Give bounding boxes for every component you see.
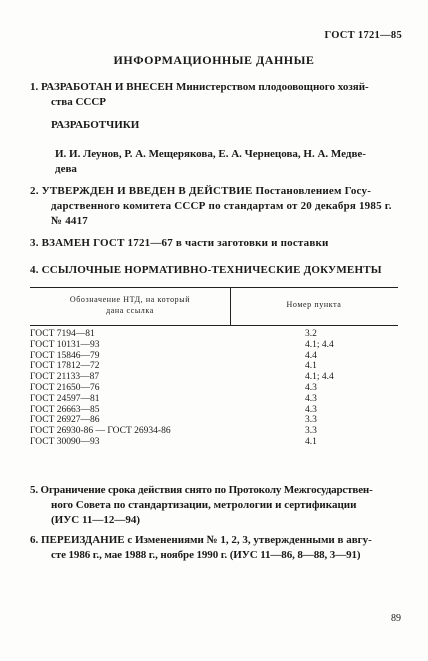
- item-3: 3. ВЗАМЕН ГОСТ 1721—67 в части заготовки и поставки: [30, 237, 329, 249]
- table-cell-point: 3.3: [305, 415, 317, 426]
- table-row: [30, 372, 398, 383]
- table-cell-document: ГОСТ 17812—72: [30, 361, 100, 372]
- table-cell-point: 4.1: [305, 436, 317, 447]
- item-1-line-1: 1. РАЗРАБОТАН И ВНЕСЕН Министерством плодоовощного хозяй-: [30, 81, 369, 93]
- table-cell-point: 4.1: [305, 361, 317, 372]
- table-cell-point: 4.3: [305, 382, 317, 393]
- table-cell-document: ГОСТ 26663—85: [30, 404, 100, 415]
- item-5-line-1: 5. Ограничение срока действия снято по Протоколу Межгосударствен-: [30, 484, 373, 496]
- table-row: [30, 329, 398, 340]
- item-2-line-2: дарственного комитета СССР по стандартам от 20 декабря 1985 г.: [51, 200, 392, 212]
- item-5-line-3: (ИУС 11—12—94): [51, 514, 141, 526]
- item-6: [30, 533, 398, 563]
- developers-line-2: дева: [55, 163, 77, 175]
- item-6-line-2: сте 1986 г., мае 1988 г., ноябре 1990 г. (ИУС 11—86, 8—88, 3—91): [51, 549, 361, 561]
- table-cell-point: 4.1; 4.4: [305, 372, 334, 383]
- table-cell-point: 3.2: [305, 329, 317, 339]
- item-2-line-3: № 4417: [51, 215, 89, 227]
- table-cell-point: 4.3: [305, 404, 317, 415]
- table-cell-document: ГОСТ 21650—76: [30, 382, 100, 393]
- table-row: [30, 351, 398, 362]
- table-cell-document: ГОСТ 10131—93: [30, 339, 100, 350]
- table-cell-point: 4.3: [305, 393, 317, 404]
- table-row: [30, 437, 398, 448]
- table-header-document-line-1: Обозначение НТД, на который: [69, 295, 191, 304]
- table-row: [30, 383, 398, 394]
- table-body: [30, 326, 398, 448]
- developers-line-1: И. И. Леунов, Р. А. Мещерякова, Е. А. Чернецова, Н. А. Медве-: [55, 148, 366, 160]
- table-row: [30, 426, 398, 437]
- table-cell-document: ГОСТ 30090—93: [30, 436, 100, 447]
- table-cell-document: ГОСТ 24597—81: [30, 393, 100, 404]
- developers-heading: РАЗРАБОТЧИКИ: [51, 119, 140, 131]
- table-row: [30, 405, 398, 416]
- table-header-document: [30, 294, 230, 316]
- page-number: 89: [391, 613, 401, 624]
- item-1: [30, 80, 398, 110]
- developers-names: [51, 147, 398, 177]
- table-cell-point: 4.4: [305, 350, 317, 361]
- item-6-line-1: 6. ПЕРЕИЗДАНИЕ с Изменениями № 1, 2, 3, утвержденными в авгу-: [30, 534, 372, 546]
- item-5-line-2: ного Совета по стандартизации, метрологии и сертификации: [51, 499, 357, 511]
- standard-code-header: ГОСТ 1721—85: [324, 30, 402, 41]
- references-table: [30, 287, 398, 448]
- table-cell-document: ГОСТ 21133—87: [30, 372, 100, 383]
- table-row: [30, 340, 398, 351]
- table-cell-document: ГОСТ 26930-86 — ГОСТ 26934-86: [30, 426, 171, 437]
- item-1-line-2: ства СССР: [51, 96, 107, 108]
- item-5: [30, 483, 398, 528]
- table-cell-document: ГОСТ 7194—81: [30, 329, 95, 339]
- table-header: [30, 287, 398, 326]
- table-cell-point: 4.1; 4.4: [305, 339, 334, 350]
- table-cell-document: ГОСТ 15846—79: [30, 350, 100, 361]
- table-row: [30, 415, 398, 426]
- table-header-point: Номер пункта: [286, 300, 342, 309]
- page-title: ИНФОРМАЦИОННЫЕ ДАННЫЕ: [113, 53, 315, 67]
- item-4: 4. ССЫЛОЧНЫЕ НОРМАТИВНО-ТЕХНИЧЕСКИЕ ДОКУМЕНТЫ: [30, 264, 382, 276]
- table-header-document-line-2: дана ссылка: [106, 306, 154, 315]
- table-cell-point: 3.3: [305, 426, 317, 437]
- table-row: [30, 394, 398, 405]
- item-2-line-1: 2. УТВЕРЖДЕН И ВВЕДЕН В ДЕЙСТВИЕ Постановлением Госу-: [30, 185, 372, 197]
- table-cell-document: ГОСТ 26927—86: [30, 415, 100, 426]
- table-row: [30, 361, 398, 372]
- item-2: [30, 184, 398, 229]
